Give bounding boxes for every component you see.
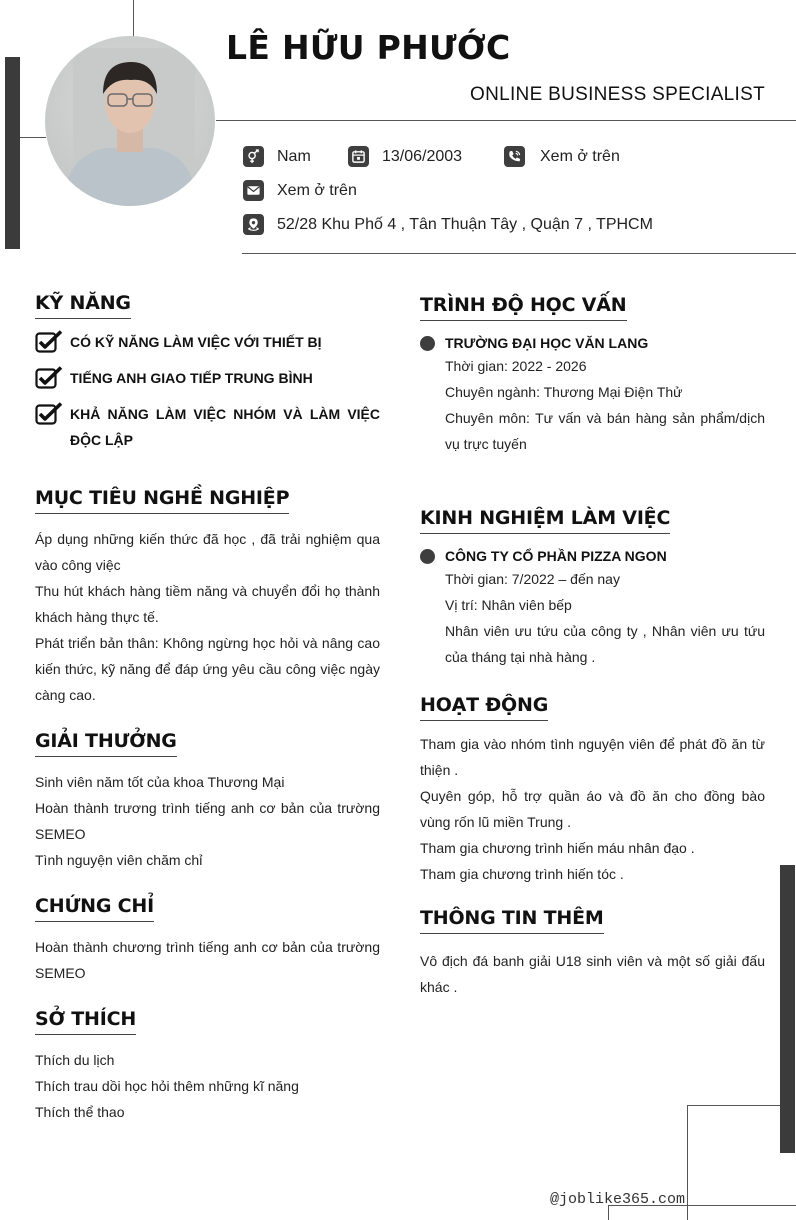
award-line: Sinh viên năm tốt của khoa Thương Mại bbox=[35, 774, 285, 790]
birthday-value: 13/06/2003 bbox=[382, 147, 463, 165]
checkbox-checked-icon bbox=[35, 402, 63, 426]
skill-item bbox=[35, 365, 380, 391]
activities-heading: HOẠT ĐỘNG bbox=[420, 694, 548, 721]
objective-line: Phát triển bản thân: Không ngừng học hỏi và nâng cao kiến thức, kỹ năng để đáp ứng yêu cầu công việc ngày càng cao. bbox=[35, 635, 380, 703]
watermark: @joblike365.com bbox=[550, 1191, 686, 1208]
awards-section bbox=[35, 730, 380, 873]
bullet-dot-icon bbox=[420, 336, 435, 351]
award-line: Hoàn thành trương trình tiếng anh cơ bản của trường SEMEO bbox=[35, 800, 380, 842]
checkbox-checked-icon bbox=[35, 366, 63, 390]
certificates-heading: CHỨNG CHỈ bbox=[35, 895, 154, 922]
company-name: CÔNG TY CỔ PHẦN PIZZA NGON bbox=[445, 548, 667, 564]
avatar bbox=[45, 36, 215, 206]
hobbies-section bbox=[35, 1008, 380, 1125]
awards-heading: GIẢI THƯỞNG bbox=[35, 730, 177, 757]
info-email bbox=[243, 180, 357, 201]
activity-line: Tham gia chương trình hiến tóc . bbox=[420, 866, 624, 882]
experience-position: Vị trí: Nhân viên bếp bbox=[445, 597, 572, 613]
activity-line: Tham gia vào nhóm tình nguyện viên để phát đồ ăn từ thiện . bbox=[420, 736, 765, 778]
phone-value: Xem ở trên bbox=[540, 147, 620, 165]
extra-section bbox=[420, 907, 765, 1000]
hobby-line: Thích trau dồi học hỏi thêm những kĩ năng bbox=[35, 1078, 299, 1094]
objective-section bbox=[35, 487, 380, 708]
certificate-line: Hoàn thành chương trình tiếng anh cơ bản của trường SEMEO bbox=[35, 939, 380, 981]
objective-line: Thu hút khách hàng tiềm năng và chuyển đổi họ thành khách hàng thực tế. bbox=[35, 583, 380, 625]
education-school bbox=[445, 333, 765, 353]
address-value: 52/28 Khu Phố 4 , Tân Thuận Tây , Quận 7 , TPHCM bbox=[277, 215, 653, 233]
job-title: ONLINE BUSINESS SPECIALIST bbox=[470, 84, 765, 105]
footer-box-top bbox=[687, 1105, 780, 1106]
extra-heading: THÔNG TIN THÊM bbox=[420, 907, 604, 934]
header-horizontal-line-left bbox=[20, 137, 46, 138]
education-subject: Chuyên môn: Tư vấn và bán hàng sản phẩm/dịch vụ trực tuyến bbox=[445, 410, 765, 452]
objective-line: Áp dụng những kiến thức đã học , đã trải nghiệm qua vào công việc bbox=[35, 531, 380, 573]
header-vertical-line bbox=[133, 0, 134, 38]
bullet-dot-icon bbox=[420, 549, 435, 564]
info-gender bbox=[243, 146, 311, 167]
extra-line: Vô địch đá banh giải U18 sinh viên và một số giải đấu khác . bbox=[420, 953, 765, 995]
location-pin-icon bbox=[243, 214, 264, 235]
education-major: Chuyên ngành: Thương Mại Điện Thử bbox=[445, 384, 683, 400]
info-phone bbox=[504, 146, 620, 167]
skill-text: KHẢ NĂNG LÀM VIỆC NHÓM VÀ LÀM VIỆC ĐỘC LẬP bbox=[70, 406, 380, 448]
education-section bbox=[420, 294, 765, 457]
objective-heading: MỤC TIÊU NGHỀ NGHIỆP bbox=[35, 487, 289, 514]
header-divider-top bbox=[216, 120, 796, 121]
education-time: Thời gian: 2022 - 2026 bbox=[445, 358, 587, 374]
mail-icon bbox=[243, 180, 264, 201]
candidate-name: LÊ HỮU PHƯỚC bbox=[226, 28, 511, 67]
education-heading: TRÌNH ĐỘ HỌC VẤN bbox=[420, 294, 627, 321]
gender-value: Nam bbox=[277, 147, 311, 165]
info-birthday bbox=[348, 146, 462, 167]
left-accent-bar bbox=[5, 57, 20, 249]
skill-text: CÓ KỸ NĂNG LÀM VIỆC VỚI THIẾT BỊ bbox=[70, 334, 322, 350]
skills-heading: KỸ NĂNG bbox=[35, 292, 131, 319]
hobby-line: Thích du lịch bbox=[35, 1052, 115, 1068]
skill-item bbox=[35, 401, 380, 453]
right-accent-bar bbox=[780, 865, 795, 1153]
experience-heading: KINH NGHIỆM LÀM VIỆC bbox=[420, 507, 670, 534]
activities-section bbox=[420, 694, 765, 887]
activity-line: Tham gia chương trình hiến máu nhân đạo . bbox=[420, 840, 695, 856]
skill-text: TIẾNG ANH GIAO TIẾP TRUNG BÌNH bbox=[70, 370, 313, 386]
checkbox-checked-icon bbox=[35, 330, 63, 354]
activity-line: Quyên góp, hỗ trợ quần áo và đồ ăn cho đồng bào vùng rốn lũ miền Trung . bbox=[420, 788, 765, 830]
skill-item bbox=[35, 329, 380, 355]
certificates-section bbox=[35, 895, 380, 986]
calendar-icon bbox=[348, 146, 369, 167]
experience-time: Thời gian: 7/2022 – đến nay bbox=[445, 571, 620, 587]
gender-icon bbox=[243, 146, 264, 167]
school-name: TRƯỜNG ĐẠI HỌC VĂN LANG bbox=[445, 335, 649, 351]
hobbies-heading: SỞ THÍCH bbox=[35, 1008, 136, 1035]
email-value: Xem ở trên bbox=[277, 181, 357, 199]
skills-section bbox=[35, 292, 380, 453]
hobby-line: Thích thể thao bbox=[35, 1104, 125, 1120]
award-line: Tình nguyện viên chăm chỉ bbox=[35, 852, 203, 868]
header-divider-bottom bbox=[242, 253, 796, 254]
phone-icon bbox=[504, 146, 525, 167]
experience-description: Nhân viên ưu tứu của công ty , Nhân viên ưu tứu của tháng tại nhà hàng . bbox=[445, 623, 765, 665]
footer-box-left bbox=[687, 1105, 688, 1220]
experience-section bbox=[420, 507, 765, 670]
info-address bbox=[243, 214, 653, 235]
experience-company bbox=[445, 546, 765, 566]
